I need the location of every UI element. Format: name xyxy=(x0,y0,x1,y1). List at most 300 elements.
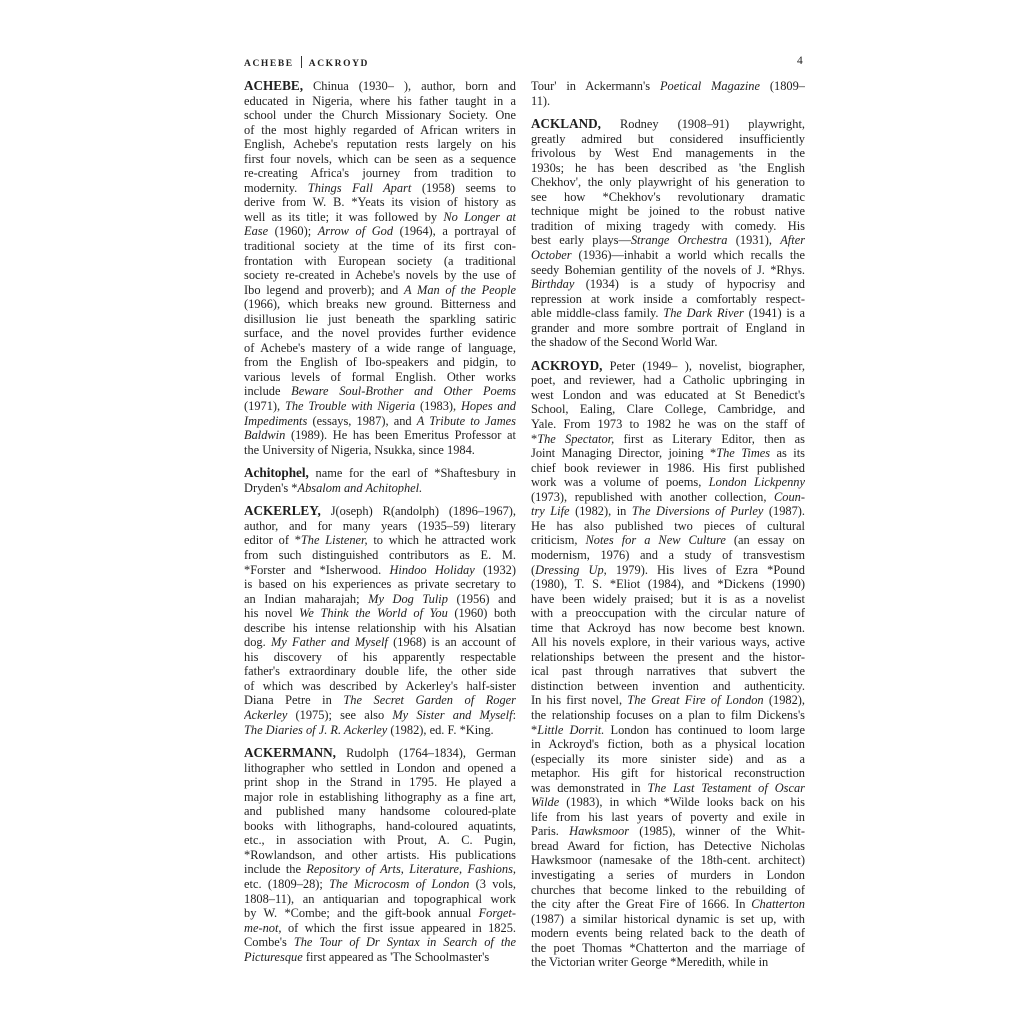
entry-text: first as Literary Editor, then as xyxy=(614,431,805,446)
entry-text: (1936)—inhabit a world which recalls the xyxy=(571,248,805,263)
entry-line xyxy=(244,108,516,123)
entry-line xyxy=(531,175,805,190)
work-title: The Great Fire of London xyxy=(627,693,764,708)
work-title: Picturesque xyxy=(244,949,303,964)
entry-text: Ibo legend and proverb); and xyxy=(244,282,404,297)
entry-text: poet, and reviewer, had a Catholic upbringing in xyxy=(531,373,805,388)
entry-text: (1958) seems to xyxy=(411,180,516,195)
work-title: Baldwin xyxy=(244,428,286,443)
entry-line xyxy=(531,190,805,205)
entry-line xyxy=(244,326,516,341)
entry-text: best early plays— xyxy=(531,233,631,248)
work-title: Birthday xyxy=(531,277,575,292)
work-title: Ackerley xyxy=(244,707,288,722)
dictionary-entry xyxy=(244,504,516,737)
entry-text: of Achebe's mastery of a wide range of language, xyxy=(244,340,516,355)
work-title: My Father and Myself xyxy=(270,635,388,650)
entry-text: investigating a series of murders in London xyxy=(531,867,805,882)
entry-line xyxy=(244,79,516,94)
work-title: Ease xyxy=(244,224,269,239)
entry-text: author, and for many years (1935–59) literary xyxy=(244,518,516,533)
entry-line xyxy=(244,341,516,356)
entry-line xyxy=(531,592,805,607)
entry-line xyxy=(531,737,805,752)
entry-line xyxy=(531,475,805,490)
entry-text: books with lithographs, hand-coloured aquatints, xyxy=(244,818,516,833)
work-title: try Life xyxy=(531,504,570,519)
work-title: Hindoo Holiday xyxy=(389,562,475,577)
entry-text: Joint Managing Director, joining * xyxy=(531,446,717,461)
entry-text: school under the Church Missionary Society. One xyxy=(244,108,516,123)
work-title: A Tribute to James xyxy=(416,413,516,428)
entry-text: Paris. xyxy=(531,824,570,839)
entry-line xyxy=(244,283,516,298)
entry-line xyxy=(244,877,516,892)
entry-text: (1987). xyxy=(763,504,805,519)
entry-line xyxy=(244,650,516,665)
entry-line xyxy=(244,195,516,210)
dictionary-entry xyxy=(244,746,516,964)
entry-text: see how *Chekhov's revolutionary dramatic xyxy=(531,189,805,204)
entry-text: * xyxy=(531,722,538,737)
entry-line xyxy=(244,312,516,327)
entry-text: the poet Thomas *Chatterton and the marriage of xyxy=(531,940,805,955)
entry-text: * xyxy=(531,431,538,446)
entry-text: (1960); xyxy=(268,224,318,239)
entry-text: distinction between invention and authenticity. xyxy=(531,678,805,693)
entry-text: and published many handsome coloured-plate xyxy=(244,804,516,819)
entry-text: bread Award for fiction, has Detective Nicholas xyxy=(531,838,805,853)
entry-line xyxy=(531,723,805,738)
work-title: The Trouble with Nigeria xyxy=(284,399,416,414)
entry-text: his novel xyxy=(244,606,300,621)
entry-line xyxy=(531,161,805,176)
entry-text: from such distinguished contributors as E. M. xyxy=(244,547,516,562)
entry-line xyxy=(244,635,516,650)
entry-text: print shop in the Strand in 1795. He played a xyxy=(244,775,516,790)
entry-text: the shadow of the Second World War. xyxy=(531,335,718,350)
entry-text: re-creating Africa's journey from tradition to xyxy=(244,166,516,181)
left-column xyxy=(244,79,516,973)
entry-line xyxy=(244,152,516,167)
work-title: The Diaries of J. R. Ackerley xyxy=(244,722,388,737)
entry-text: relationships between the present and the histor- xyxy=(531,649,805,664)
entry-text: (1973), republished with another collection, xyxy=(531,489,775,504)
work-title: Notes for a New Culture xyxy=(585,533,726,548)
entry-line xyxy=(244,819,516,834)
entry-line xyxy=(531,868,805,883)
entry-line xyxy=(531,204,805,219)
entry-text: technique might be joined to the robust native xyxy=(531,204,805,219)
entry-line xyxy=(531,132,805,147)
entry-line xyxy=(531,577,805,592)
entry-text: first appeared as 'The Schoolmaster's xyxy=(302,949,490,964)
entry-line xyxy=(244,519,516,534)
entry-line xyxy=(531,233,805,248)
entry-line xyxy=(244,804,516,819)
entry-text: Tour' in Ackermann's xyxy=(531,79,660,93)
work-title: We Think the World of You xyxy=(299,606,448,621)
entry-line xyxy=(531,321,805,336)
entry-text: dog. xyxy=(244,635,271,650)
work-title: Little Dorrit. xyxy=(537,722,605,737)
entry-text: (1985), winner of the Whit- xyxy=(629,824,805,839)
entry-text: tradition of mixing tragedy with comedy. His xyxy=(531,218,805,233)
entry-line xyxy=(531,955,805,970)
entry-line xyxy=(244,370,516,385)
entry-text: with a preoccupation with the circular nature of xyxy=(531,606,805,621)
entry-line xyxy=(531,146,805,161)
entry-line xyxy=(531,708,805,723)
entry-text: frontation with European society (a traditional xyxy=(244,253,516,268)
entry-text: as its xyxy=(770,446,805,461)
work-title: Forget- xyxy=(478,906,516,921)
entry-text: traditional society at the time of its first con- xyxy=(244,239,516,254)
entry-line xyxy=(244,428,516,443)
entry-text: life from his last years of poverty and exile in xyxy=(531,809,805,824)
entry-text: All his novels explore, in their various ways, active xyxy=(531,635,805,650)
entry-text: Rudolph (1764–1834), German xyxy=(335,746,516,761)
entry-text: various levels of formal English. Other works xyxy=(244,369,516,384)
entry-headword: ACKERLEY, xyxy=(244,504,321,519)
entry-line xyxy=(531,650,805,665)
entry-text: English, Achebe's reputation rests largely on his xyxy=(244,137,516,152)
work-title: My Sister and Myself xyxy=(392,707,513,722)
entry-line xyxy=(531,693,805,708)
dictionary-entry xyxy=(244,79,516,457)
entry-line xyxy=(531,941,805,956)
entry-text: of which was described by Ackerley's half-sister xyxy=(244,678,516,693)
entry-line xyxy=(531,912,805,927)
entry-line xyxy=(244,693,516,708)
entry-text: ical past through narratives that subvert the xyxy=(531,664,805,679)
entry-text: seedy Bohemian gentility of the novels of J. *Rhys. xyxy=(531,262,805,277)
entry-line xyxy=(531,563,805,578)
entry-text: 1930s; he has been described as 'the English xyxy=(531,160,805,175)
work-title: The Times xyxy=(716,446,771,461)
work-title: Arrow of God xyxy=(317,224,394,239)
work-title: me-not, xyxy=(244,920,282,935)
work-title: The Tour of Dr Syntax in Search of the xyxy=(293,935,516,950)
entry-line xyxy=(531,402,805,417)
running-head-divider xyxy=(301,56,302,68)
entry-line xyxy=(531,519,805,534)
entry-line xyxy=(531,417,805,432)
entry-text: grander and more sombre portrait of England in xyxy=(531,320,805,335)
entry-line xyxy=(244,166,516,181)
entry-line xyxy=(531,504,805,519)
entry-text: of the most highly regarded of African writers in xyxy=(244,122,516,137)
entry-line xyxy=(244,533,516,548)
entry-text: lithographer who settled in London and opened a xyxy=(244,760,516,775)
entry-text: Peter (1949– ), novelist, biographer, xyxy=(602,358,805,373)
running-head-first-entry: ACHEBE xyxy=(244,59,294,69)
entry-text: (1971), xyxy=(244,399,285,414)
entry-line xyxy=(244,606,516,621)
entry-text: the city after the Great Fire of 1666. In xyxy=(531,897,752,912)
entry-text: (1983), xyxy=(415,399,461,414)
entry-line xyxy=(244,355,516,370)
running-head-last-entry: ACKROYD xyxy=(308,59,370,69)
entry-text: society re-created in Achebe's novels by the use of xyxy=(244,268,516,283)
entry-text: *Forster and *Isherwood. xyxy=(244,562,390,577)
entry-text: 1979). His lives of Ezra *Pound xyxy=(606,562,805,577)
work-title: Coun- xyxy=(774,489,805,504)
entry-line xyxy=(531,897,805,912)
entry-text: educated in Nigeria, where his father taught in a xyxy=(244,93,516,108)
entry-line xyxy=(244,950,516,965)
dictionary-entry xyxy=(531,79,805,108)
entry-line xyxy=(531,606,805,621)
entry-line xyxy=(531,781,805,796)
work-title: A Man of the People xyxy=(403,282,516,297)
entry-text: Chekhov', the only playwright of his generation to xyxy=(531,175,805,190)
entry-text: is based on his experiences as private secretary to xyxy=(244,577,516,592)
entry-headword: ACHEBE, xyxy=(244,79,303,93)
entry-text: modernity. xyxy=(244,180,308,195)
entry-headword: ACKERMANN, xyxy=(244,746,336,761)
entry-text: (1987) a similar historical dynamic is set up, with xyxy=(531,911,805,926)
entry-text: Dryden's * xyxy=(244,480,298,495)
entry-line xyxy=(244,746,516,761)
entry-text: (1982), ed. F. *King. xyxy=(387,722,494,737)
entry-line xyxy=(531,533,805,548)
entry-text: *Rowlandson, and other artists. His publications xyxy=(244,847,516,862)
entry-line xyxy=(531,432,805,447)
entry-text: Combe's xyxy=(244,935,294,950)
entry-line xyxy=(244,833,516,848)
work-title: Beware Soul-Brother and Other Poems xyxy=(291,384,516,399)
entry-text: (1982), in xyxy=(569,504,632,519)
entry-text: name for the earl of *Shaftesbury in xyxy=(308,466,516,481)
entry-text: the Victorian writer George *Meredith, while in xyxy=(531,955,769,970)
entry-line xyxy=(244,94,516,109)
entry-line xyxy=(244,862,516,877)
work-title: My Dog Tulip xyxy=(368,591,448,606)
entry-text: of which the first issue appeared in 1825. xyxy=(281,920,516,935)
work-title: No Longer at xyxy=(443,209,516,224)
work-title: The Listener, xyxy=(300,533,368,548)
entry-line xyxy=(531,766,805,781)
work-title: Poetical Magazine xyxy=(659,79,760,93)
entry-line xyxy=(244,384,516,399)
entry-text: disillusion lie just beneath the sparkling satiric xyxy=(244,311,516,326)
entry-text: (1941) is a xyxy=(743,306,805,321)
running-head xyxy=(244,56,369,69)
entry-line xyxy=(531,795,805,810)
entry-text: etc. (1809–28); xyxy=(244,876,330,891)
work-title: Repository of Arts, Literature, Fashions, xyxy=(306,862,516,877)
entry-line xyxy=(531,117,805,132)
work-title: Absalom and Achitophel. xyxy=(297,480,423,495)
entry-text: include xyxy=(244,384,292,399)
entry-line xyxy=(531,359,805,374)
entry-line xyxy=(531,277,805,292)
work-title: Wilde xyxy=(531,795,560,810)
entry-line xyxy=(531,219,805,234)
dictionary-entry xyxy=(244,466,516,495)
entry-line xyxy=(531,263,805,278)
work-title: Strange Orchestra xyxy=(630,233,728,248)
entry-line xyxy=(244,443,516,458)
entry-text: (1809– xyxy=(759,79,805,93)
entry-line xyxy=(244,481,516,496)
entry-text: major role in establishing lithography as a fine art, xyxy=(244,789,516,804)
entry-line xyxy=(531,292,805,307)
entry-text: In his first novel, xyxy=(531,693,628,708)
entry-text: metaphor. His gift for historical reconstruction xyxy=(531,766,805,781)
entry-line xyxy=(244,399,516,414)
entry-text: (3 vols, xyxy=(469,876,516,891)
entry-line xyxy=(244,906,516,921)
entry-line xyxy=(531,853,805,868)
dictionary-entry xyxy=(531,359,805,970)
entry-text: (1960) both xyxy=(447,606,516,621)
work-title: Hawksmoor xyxy=(569,824,630,839)
entry-line xyxy=(531,248,805,263)
entry-text: : xyxy=(512,707,516,722)
entry-text: (especially its more sinister side) and as a xyxy=(531,751,805,766)
entry-text: west London and was educated at St Benedict's xyxy=(531,387,805,402)
entry-line xyxy=(244,761,516,776)
entry-line xyxy=(244,414,516,429)
entry-text: describe his intense relationship with his Alsatian xyxy=(244,620,516,635)
entry-text: modern events being related back to the death of xyxy=(531,926,805,941)
entry-line xyxy=(244,708,516,723)
entry-line xyxy=(531,461,805,476)
entry-text: ( xyxy=(531,562,536,577)
entry-line xyxy=(244,224,516,239)
entry-line xyxy=(244,254,516,269)
entry-text: editor of * xyxy=(244,533,301,548)
entry-text: J(oseph) R(andolph) (1896–1967), xyxy=(320,504,516,519)
entry-text: etc., in association with Prout, A. C. Pugin, xyxy=(244,833,516,848)
work-title: Hopes and xyxy=(460,399,516,414)
entry-text: the University of Nigeria, Nsukka, since 1984. xyxy=(244,442,475,457)
entry-text: (essays, 1987), and xyxy=(307,413,417,428)
work-title: The Secret Garden of Roger xyxy=(343,693,516,708)
entry-text: (1982), xyxy=(763,693,805,708)
entry-text: churches that become linked to the rebuilding of xyxy=(531,882,805,897)
work-title: The Dark River xyxy=(663,306,744,321)
entry-text: surface, and the novel provides further evidence xyxy=(244,326,516,341)
entry-text: the relationship focuses on a plan to film Dickens's xyxy=(531,707,805,722)
entry-text: by W. *Combe; and the gift-book annual xyxy=(244,906,479,921)
entry-line xyxy=(244,577,516,592)
work-title: The Spectator, xyxy=(537,431,615,446)
work-title: The Last Testament of Oscar xyxy=(647,780,805,795)
entry-headword: ACKLAND, xyxy=(531,117,601,132)
work-title: After xyxy=(780,233,805,248)
entry-text: criticism, xyxy=(531,533,586,548)
entry-line xyxy=(244,935,516,950)
entry-line xyxy=(244,239,516,254)
entry-line xyxy=(531,839,805,854)
entry-line xyxy=(531,810,805,825)
page-number: 4 xyxy=(797,55,803,67)
entry-line xyxy=(244,723,516,738)
entry-text: repression at work inside a comfortably respect- xyxy=(531,291,805,306)
entry-text: have been widely praised; but it is as a novelist xyxy=(531,591,805,606)
entry-text: father's extraordinary double life, the other side xyxy=(244,664,516,679)
entry-line xyxy=(531,883,805,898)
work-title: Chatterton xyxy=(751,897,805,912)
entry-line xyxy=(531,664,805,679)
entry-text: He has also published two pieces of cultural xyxy=(531,518,805,533)
entry-text: first four novels, which can be seen as a sequence xyxy=(244,151,516,166)
entry-text: able middle-class family. xyxy=(531,306,664,321)
entry-text: London has continued to loom large xyxy=(604,722,805,737)
work-title: Things Fall Apart xyxy=(307,180,412,195)
entry-text: frivolous by West End managements in the xyxy=(531,146,805,161)
entry-line xyxy=(244,679,516,694)
entry-text: modernism, 1976) and a study of transvestism xyxy=(531,547,805,562)
work-title: October xyxy=(531,248,572,263)
entry-text: his discovery of his apparently respectable xyxy=(244,649,516,664)
entry-line xyxy=(244,504,516,519)
entry-line xyxy=(531,548,805,563)
work-title: Impediments xyxy=(244,413,308,428)
entry-text: in Ackroyd's fiction, both as a physical location xyxy=(531,737,805,752)
entry-line xyxy=(531,752,805,767)
entry-line xyxy=(244,592,516,607)
entry-line xyxy=(244,892,516,907)
entry-text: Yale. From 1973 to 1982 he was on the staff of xyxy=(531,417,805,432)
entry-text: (an essay on xyxy=(725,533,805,548)
work-title: Dressing Up, xyxy=(535,562,607,577)
entry-line xyxy=(531,79,805,94)
entry-line xyxy=(244,210,516,225)
work-title: The Diversions of Purley xyxy=(631,504,764,519)
entry-text: derive from W. B. *Yeats its vision of history as xyxy=(244,195,516,210)
entry-text: School, Ealing, Clare College, Cambridge, and xyxy=(531,402,805,417)
entry-text: (1964), a portrayal of xyxy=(393,224,516,239)
entry-text: 11). xyxy=(531,93,551,108)
entry-text: time that Ackroyd has now become best known. xyxy=(531,620,805,635)
entry-line xyxy=(244,921,516,936)
entry-line xyxy=(244,297,516,312)
entry-text: from the English of Ibo-speakers and pidgin, to xyxy=(244,355,516,370)
entry-text: (1966), which breaks new ground. Bitterness and xyxy=(244,297,516,312)
entry-text: (1956) and xyxy=(447,591,516,606)
entry-text: Chinua (1930– ), author, born and xyxy=(303,79,516,93)
entry-line xyxy=(244,466,516,481)
entry-text: work was a volume of poems, xyxy=(531,475,709,490)
right-column xyxy=(531,79,805,979)
entry-line xyxy=(244,848,516,863)
entry-text: (1983), in which *Wilde looks back on his xyxy=(559,795,805,810)
entry-line xyxy=(244,137,516,152)
dictionary-entry xyxy=(531,117,805,350)
entry-line xyxy=(244,268,516,283)
entry-line xyxy=(531,635,805,650)
entry-text: Diana Petre in xyxy=(244,693,344,708)
entry-line xyxy=(531,490,805,505)
entry-line xyxy=(244,563,516,578)
entry-text: 1808–11), an antiquarian and topographical work xyxy=(244,891,516,906)
entry-line xyxy=(531,679,805,694)
entry-line xyxy=(531,306,805,321)
entry-text: greatly admired but considered insufficiently xyxy=(531,131,805,146)
entry-text: Hawksmoor (namesake of the 18th-cent. architect) xyxy=(531,853,805,868)
entry-text: (1980), T. S. *Eliot (1984), and *Dickens (1990) xyxy=(531,577,805,592)
entry-text: was demonstrated in xyxy=(531,780,648,795)
entry-text: (1932) xyxy=(474,562,516,577)
entry-text: to which he attracted work xyxy=(367,533,516,548)
work-title: London Lickpenny xyxy=(708,475,805,490)
entry-headword: ACKROYD, xyxy=(531,358,603,373)
entry-line xyxy=(531,388,805,403)
